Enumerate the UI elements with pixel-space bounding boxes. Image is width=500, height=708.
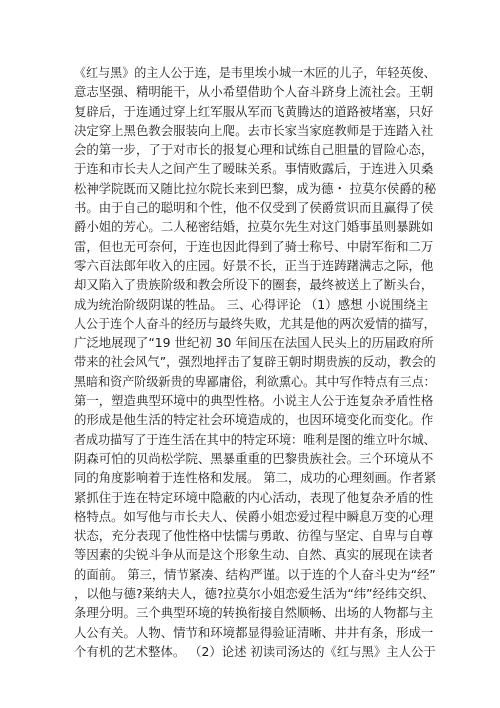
text-line: 带来的社会风气”，强烈地抨击了复辟王朝时期贵族的反动，教会的 [74, 354, 436, 370]
text-line: 状态，充分表现了他性格中怯懦与勇敢、彷徨与坚定、自卑与自尊 [74, 528, 434, 544]
text-line: 广泛地展现了“19 世纪初 30 年间压在法国人民头上的历届政府所 [74, 335, 434, 351]
text-line: 第一，塑造典型环境中的典型性格。小说主人公于连复杂矛盾性格 [74, 393, 434, 409]
text-line: 条理分明。三个典型环境的转换衔接自然顺畅、出场的人物都与主 [74, 605, 434, 621]
text-line: 爵小姐的芳心。二人秘密结婚，拉莫尔先生对这门婚事虽则暴跳如 [74, 219, 434, 235]
text-line: ，以他与德?莱纳夫人，德?拉莫尔小姐恋爱生活为“纬”经纬交织、 [74, 586, 435, 602]
text-line: 的形成是他生活的特定社会环境造成的，也因环境变化而变化。作 [74, 412, 434, 428]
text-line: 意志坚强、精明能干，从小希望借助个人奋斗跻身上流社会。王朝 [74, 84, 434, 100]
text-line: 成为统治阶级阴谋的牲品。 三、心得评论 （1）感想 小说围绕主 [74, 296, 429, 312]
text-line: 等因素的尖锐斗争从而是这个形象生动、自然、真实的展现在读者 [74, 547, 434, 563]
text-line: 个有机的艺术整体。 （2）论述 初读司汤达的《红与黑》主人公于 [74, 643, 436, 659]
text-line: 复辟后，于连通过穿上红军服从军而飞黄腾达的道路被堵塞，只好 [74, 103, 434, 119]
text-line: 会的第一步，了于对市长的报复心理和试练自己胆量的冒险心态， [74, 142, 434, 158]
text-line: 人公于连个人奋斗的经历与最终失败，尤其是他的两次爱情的描写， [74, 315, 436, 331]
text-line: 格特点。如写他与市长夫人、侯爵小姐恋爱过程中瞬息万变的心理 [74, 508, 434, 524]
text-line: 者成功描写了于连生活在其中的特定环境：唯利是图的维立叶尔城、 [74, 431, 436, 447]
body-text [74, 63, 436, 661]
text-line: 黑暗和资产阶级新贵的卑鄙庸俗，利欲熏心。其中写作特点有三点： [74, 373, 436, 389]
text-line: 松神学院既而又随比拉尔院长来到巴黎，成为德・ 拉莫尔侯爵的秘 [74, 180, 437, 196]
text-line: 《红与黑》的主人公于连，是韦里埃小城一木匠的儿子，年轻英俊、 [74, 65, 436, 80]
text-line: 书。由于自己的聪明和个性，他不仅受到了侯爵赏识而且赢得了侯 [74, 200, 434, 216]
text-line: 决定穿上黑色教会服装向上爬。去市长家当家庭教师是于连踏入社 [74, 122, 434, 138]
text-line: 紧抓住于连在特定环境中隐蔽的内心活动，表现了他复杂矛盾的性 [74, 489, 434, 505]
text-line: 于连和市长夫人之间产生了暧昧关系。事情败露后，于连进入贝桑 [74, 161, 434, 177]
text-line: 零六百法郎年收入的庄园。好景不长，正当于连踌躇满志之际，他 [74, 257, 434, 273]
text-line: 人公有关。人物、情节和环境都显得验证清晰、井井有条，形成一 [74, 624, 434, 640]
text-line: 的面前。 第三，情节紧凑、结构严谨。以于连的个人奋斗史为“经” [74, 566, 436, 582]
text-line: 雷，但也无可奈何，于连也因此得到了骑士称号、中尉军衔和二万 [74, 238, 434, 254]
text-line: 同的角度影响着于连性格和发展。 第二，成功的心理刻画。作者紧 [74, 470, 437, 486]
text-line: 阴森可怕的贝尚松学院、黑暴重重的巴黎贵族社会。三个环境从不 [74, 450, 434, 466]
text-line: 却又陷入了贵族阶级和教会所设下的圈套，最终被送上了断头台， [74, 277, 434, 293]
